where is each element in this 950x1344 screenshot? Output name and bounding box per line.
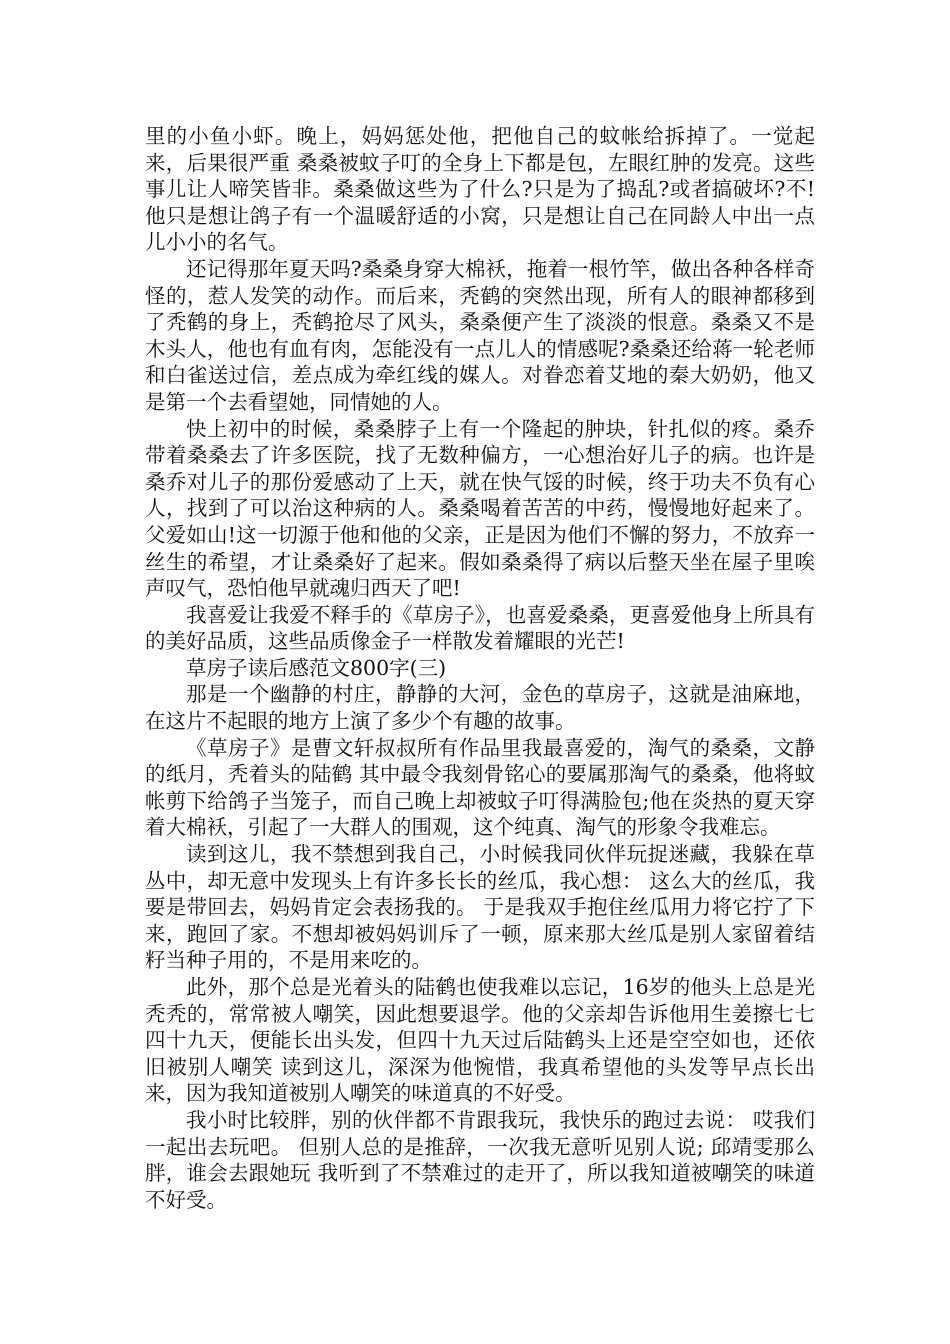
paragraph-4: 我喜爱让我爱不释手的《草房子》，也喜爱桑桑，更喜爱他身上所具有的美好品质，这些品质像金子一样散发着耀眼的光芒! — [145, 602, 815, 654]
paragraph-9: 我小时比较胖，别的伙伴都不肯跟我玩，我快乐的跑过去说： 哎我们一起出去玩吧。 但别人总的是推辞，一次我无意听见别人说; 邱靖雯那么胖，谁会去跟她玩 我听到了不禁难过的走开了，所以我知道被嘲笑的味道不好受。 — [145, 1107, 815, 1212]
paragraph-8: 此外，那个总是光着头的陆鹤也使我难以忘记，16岁的他头上总是光秃秃的，常常被人嘲笑，因此想要退学。他的父亲却告诉他用生姜擦七七四十九天，便能长出头发，但四十九天过后陆鹤头上还是空空如也，还依旧被别人嘲笑 读到这儿，深深为他惋惜，我真希望他的头发等早点长出来，因为我知道被别人嘲笑的味道真的不好受。 — [145, 975, 815, 1106]
paragraph-2: 还记得那年夏天吗?桑桑身穿大棉袄，拖着一根竹竿，做出各种各样奇怪的，惹人发笑的动作。而后来，秃鹤的突然出现，所有人的眼神都移到了秃鹤的身上，秃鹤抢尽了风头，桑桑便产生了淡淡的恨意。桑桑又不是木头人，他也有血有肉，怎能没有一点儿人的情感呢?桑桑还给蒋一轮老师和白雀送过信，差点成为牵红线的媒人。对眷恋着艾地的秦大奶奶，他又是第一个去看望她，同情她的人。 — [145, 256, 815, 414]
paragraph-7: 读到这儿，我不禁想到我自己，小时候我同伙伴玩捉迷藏，我躲在草丛中，却无意中发现头上有许多长长的丝瓜，我心想： 这么大的丝瓜，我要是带回去，妈妈肯定会表扬我的。 于是我双手抱住丝瓜用力将它拧了下来，跑回了家。不想却被妈妈训斥了一顿，原来那大丝瓜是别人家留着结籽当种子用的，不是用来吃的。 — [145, 842, 815, 973]
section-heading: 草房子读后感范文800字(三) — [186, 655, 447, 680]
paragraph-3: 快上初中的时候，桑桑脖子上有一个隆起的肿块，针扎似的疼。桑乔带着桑桑去了许多医院，找了无数种偏方，一心想治好儿子的病。也许是桑乔对儿子的那份爱感动了上天，就在快气馁的时候，终于功夫不负有心人，找到了可以治这种病的人。桑桑喝着苦苦的中药，慢慢地好起来了。父爱如山!这一切源于他和他的父亲，正是因为他们不懈的努力，不放弃一丝生的希望，才让桑桑好了起来。假如桑桑得了病以后整天坐在屋子里唉声叹气，恐怕他早就魂归西天了吧! — [145, 416, 815, 601]
paragraph-6: 《草房子》是曹文轩叔叔所有作品里我最喜爱的，淘气的桑桑，文静的纸月，秃着头的陆鹤 其中最令我刻骨铭心的要属那淘气的桑桑，他将蚊帐剪下给鸽子当笼子，而自己晚上却被蚊子叮得满脸包;他在炎热的夏天穿着大棉袄，引起了一大群人的围观，这个纯真、淘气的形象令我难忘。 — [145, 735, 815, 840]
paragraph-5: 那是一个幽静的村庄，静静的大河，金色的草房子，这就是油麻地，在这片不起眼的地方上演了多少个有趣的故事。 — [145, 682, 815, 734]
document-body — [145, 123, 815, 1213]
paragraph-1: 里的小鱼小虾。晚上，妈妈惩处他，把他自己的蚊帐给拆掉了。一觉起来，后果很严重 桑桑被蚊子叮的全身上下都是包，左眼红肿的发亮。这些事儿让人啼笑皆非。桑桑做这些为了什么?只是为了捣乱?或者搞破坏?不!他只是想让鸽子有一个温暖舒适的小窝，只是想让自己在同龄人中出一点儿小小的名气。 — [145, 124, 815, 255]
